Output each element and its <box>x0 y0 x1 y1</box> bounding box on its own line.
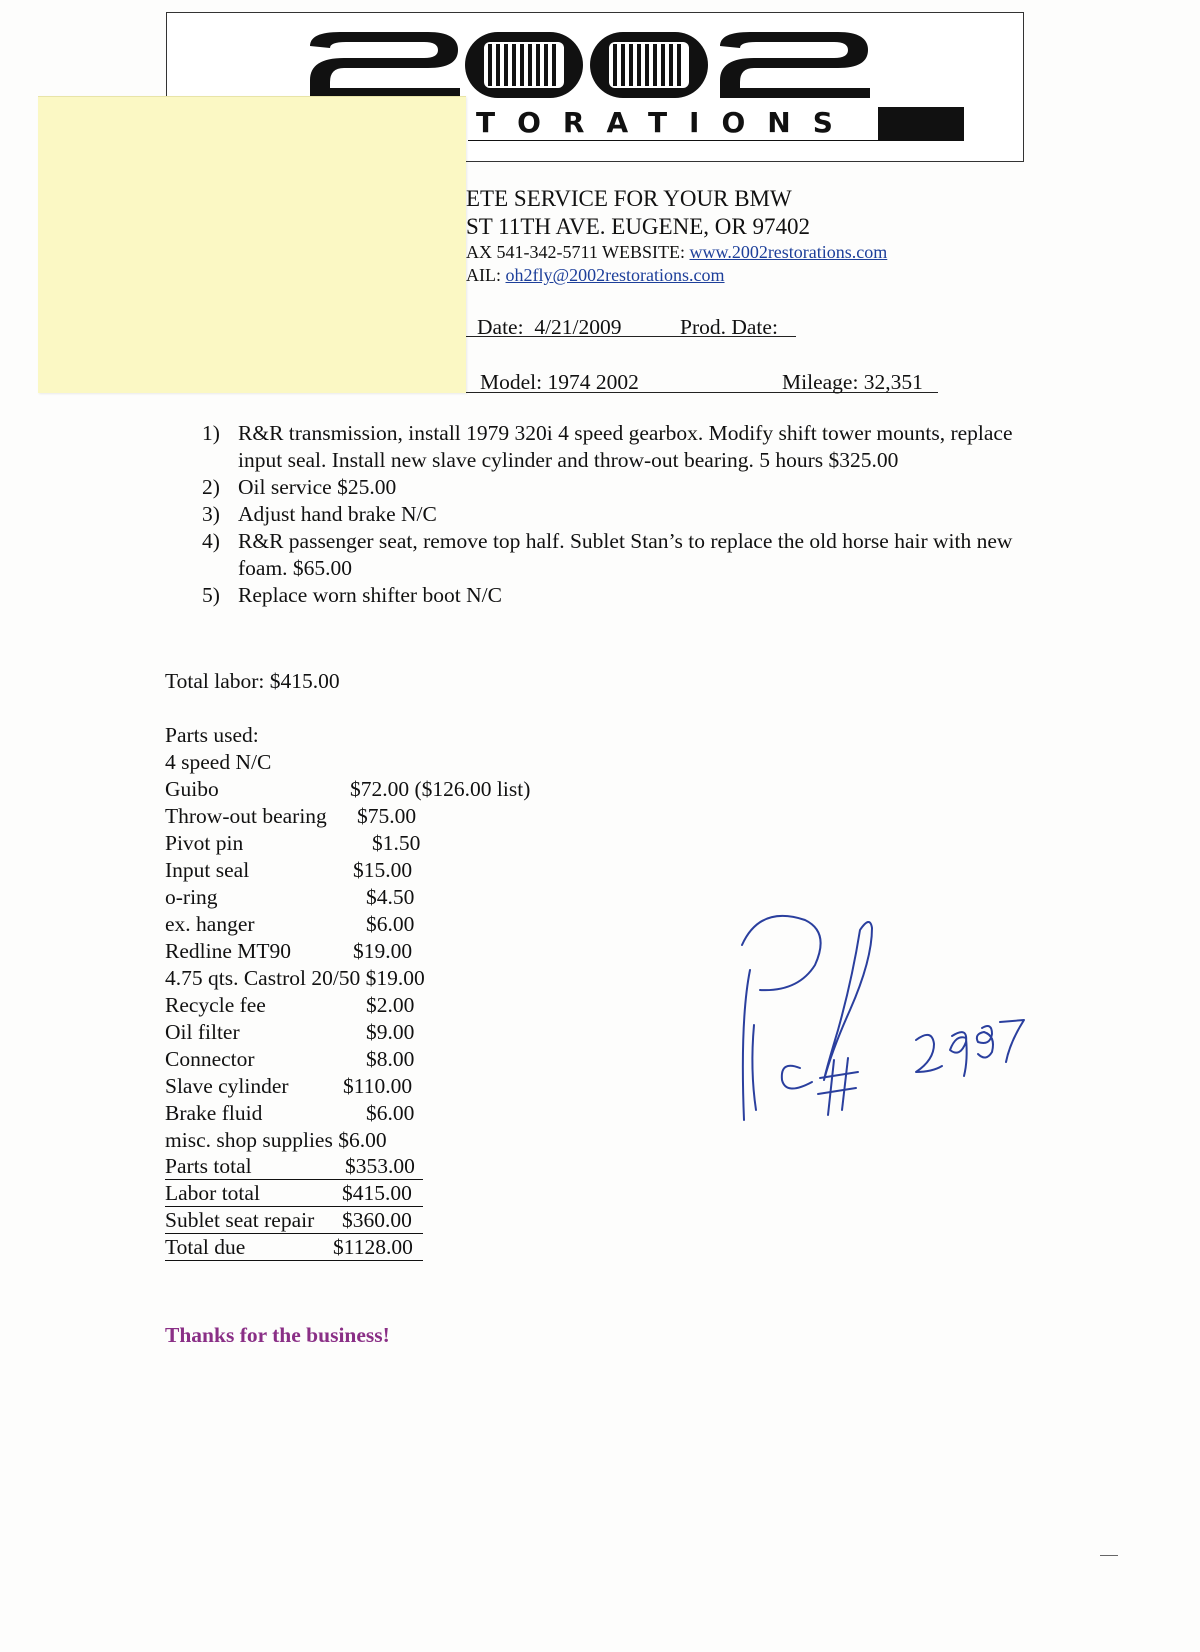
total-due-row <box>165 1235 423 1261</box>
part-row <box>165 965 425 992</box>
part-row <box>165 911 415 938</box>
fax-text: AX 541-342-5711 WEBSITE: <box>466 242 690 262</box>
parts-heading: Parts used: <box>165 723 259 747</box>
work-item-number: 5) <box>202 583 220 607</box>
website-link[interactable]: www.2002restorations.com <box>689 242 888 262</box>
part-name: ex. hanger <box>165 912 255 936</box>
logo-2002-graphic <box>300 28 900 100</box>
part-price: $75.00 <box>357 804 417 828</box>
part-row <box>165 1046 415 1073</box>
work-item-text: R&R transmission, install 1979 320i 4 speed gearbox. Modify shift tower mounts, replace input seal. Install new slave cylinder and throw-out bearing. 5 hours $325.00 <box>238 421 1013 472</box>
total-name: Total due <box>165 1235 246 1259</box>
part-price: $72.00 ($126.00 list) <box>350 777 531 801</box>
part-price: $1.50 <box>372 831 421 855</box>
thanks-message: Thanks for the business! <box>165 1323 390 1347</box>
part-name: Guibo <box>165 777 219 801</box>
part-row <box>165 1019 415 1046</box>
part-name: Oil filter <box>165 1020 240 1044</box>
part-row <box>165 749 271 776</box>
work-item-number: 3) <box>202 502 220 526</box>
total-price: $353.00 <box>345 1154 415 1178</box>
work-item <box>202 582 1062 609</box>
scan-mark <box>1100 1555 1118 1556</box>
part-row <box>165 938 413 965</box>
total-price: $1128.00 <box>333 1235 413 1259</box>
total-price: $415.00 <box>342 1181 412 1205</box>
part-row <box>165 803 417 830</box>
work-item <box>202 528 1062 582</box>
part-row <box>165 776 531 803</box>
date-field <box>477 315 622 340</box>
part-row <box>165 1127 387 1154</box>
part-price: $110.00 <box>343 1074 413 1098</box>
model-value: 1974 2002 <box>547 370 639 394</box>
part-price: $19.00 <box>353 939 413 963</box>
part-row <box>165 1100 415 1127</box>
part-price: $6.00 <box>338 1128 387 1152</box>
total-name: Parts total <box>165 1154 252 1178</box>
part-price: $15.00 <box>353 858 413 882</box>
handwritten-signature <box>720 910 1080 1140</box>
email-link[interactable]: oh2fly@2002restorations.com <box>505 265 725 285</box>
part-row <box>165 1073 413 1100</box>
part-name: Brake fluid <box>165 1101 263 1125</box>
part-name: 4.75 qts. Castrol 20/50 <box>165 966 361 990</box>
part-row <box>165 992 415 1019</box>
part-name: Connector <box>165 1047 255 1071</box>
work-item-number: 4) <box>202 529 220 553</box>
work-items-list <box>202 420 1062 609</box>
prod-date-label: Prod. Date: <box>680 315 778 339</box>
mileage-value: 32,351 <box>863 370 923 394</box>
parts-total-row <box>165 1154 423 1180</box>
labor-total-row <box>165 1181 423 1207</box>
work-item-text: Oil service $25.00 <box>238 475 397 499</box>
model-label: Model: <box>480 370 543 394</box>
part-row <box>165 857 413 884</box>
shop-address: ST 11TH AVE. EUGENE, OR 97402 <box>466 214 810 239</box>
part-price: $4.50 <box>366 885 415 909</box>
work-item <box>202 474 1062 501</box>
work-item-text: Replace worn shifter boot N/C <box>238 583 502 607</box>
part-name: misc. shop supplies <box>165 1128 333 1152</box>
shop-fax-line <box>466 242 887 263</box>
model-field <box>480 370 639 395</box>
part-name: Pivot pin <box>165 831 244 855</box>
total-price: $360.00 <box>342 1208 412 1232</box>
shop-tagline: ETE SERVICE FOR YOUR BMW <box>466 186 792 211</box>
part-price: $2.00 <box>366 993 415 1017</box>
logo-band-text: TORATIONS <box>468 106 878 140</box>
total-labor: Total labor: $415.00 <box>165 669 340 693</box>
total-name: Sublet seat repair <box>165 1208 315 1232</box>
work-item-text: R&R passenger seat, remove top half. Sublet Stan’s to replace the old horse hair with new foam. $65.00 <box>238 529 1013 580</box>
work-item-text: Adjust hand brake N/C <box>238 502 437 526</box>
part-price: $6.00 <box>366 912 415 936</box>
date-value: 4/21/2009 <box>534 315 622 339</box>
date-label: Date: <box>477 315 524 339</box>
part-name: Recycle fee <box>165 993 266 1017</box>
part-price: $6.00 <box>366 1101 415 1125</box>
part-price: $8.00 <box>366 1047 415 1071</box>
part-name: Slave cylinder <box>165 1074 289 1098</box>
sticky-note-redaction <box>38 96 466 393</box>
email-label: AIL: <box>466 265 506 285</box>
part-name: Redline MT90 <box>165 939 291 963</box>
part-name: Input seal <box>165 858 250 882</box>
sublet-total-row <box>165 1208 423 1234</box>
work-item-number: 1) <box>202 421 220 445</box>
work-item <box>202 501 1062 528</box>
shop-email-line <box>466 265 725 286</box>
part-name: 4 speed N/C <box>165 750 272 774</box>
part-price: $9.00 <box>366 1020 415 1044</box>
total-name: Labor total <box>165 1181 260 1205</box>
part-name: Throw-out bearing <box>165 804 327 828</box>
part-row <box>165 884 415 911</box>
work-item <box>202 420 1062 474</box>
work-item-number: 2) <box>202 475 220 499</box>
part-row <box>165 830 421 857</box>
part-price: $19.00 <box>365 966 425 990</box>
part-name: o-ring <box>165 885 218 909</box>
mileage-field <box>782 370 923 395</box>
mileage-label: Mileage: <box>782 370 859 394</box>
